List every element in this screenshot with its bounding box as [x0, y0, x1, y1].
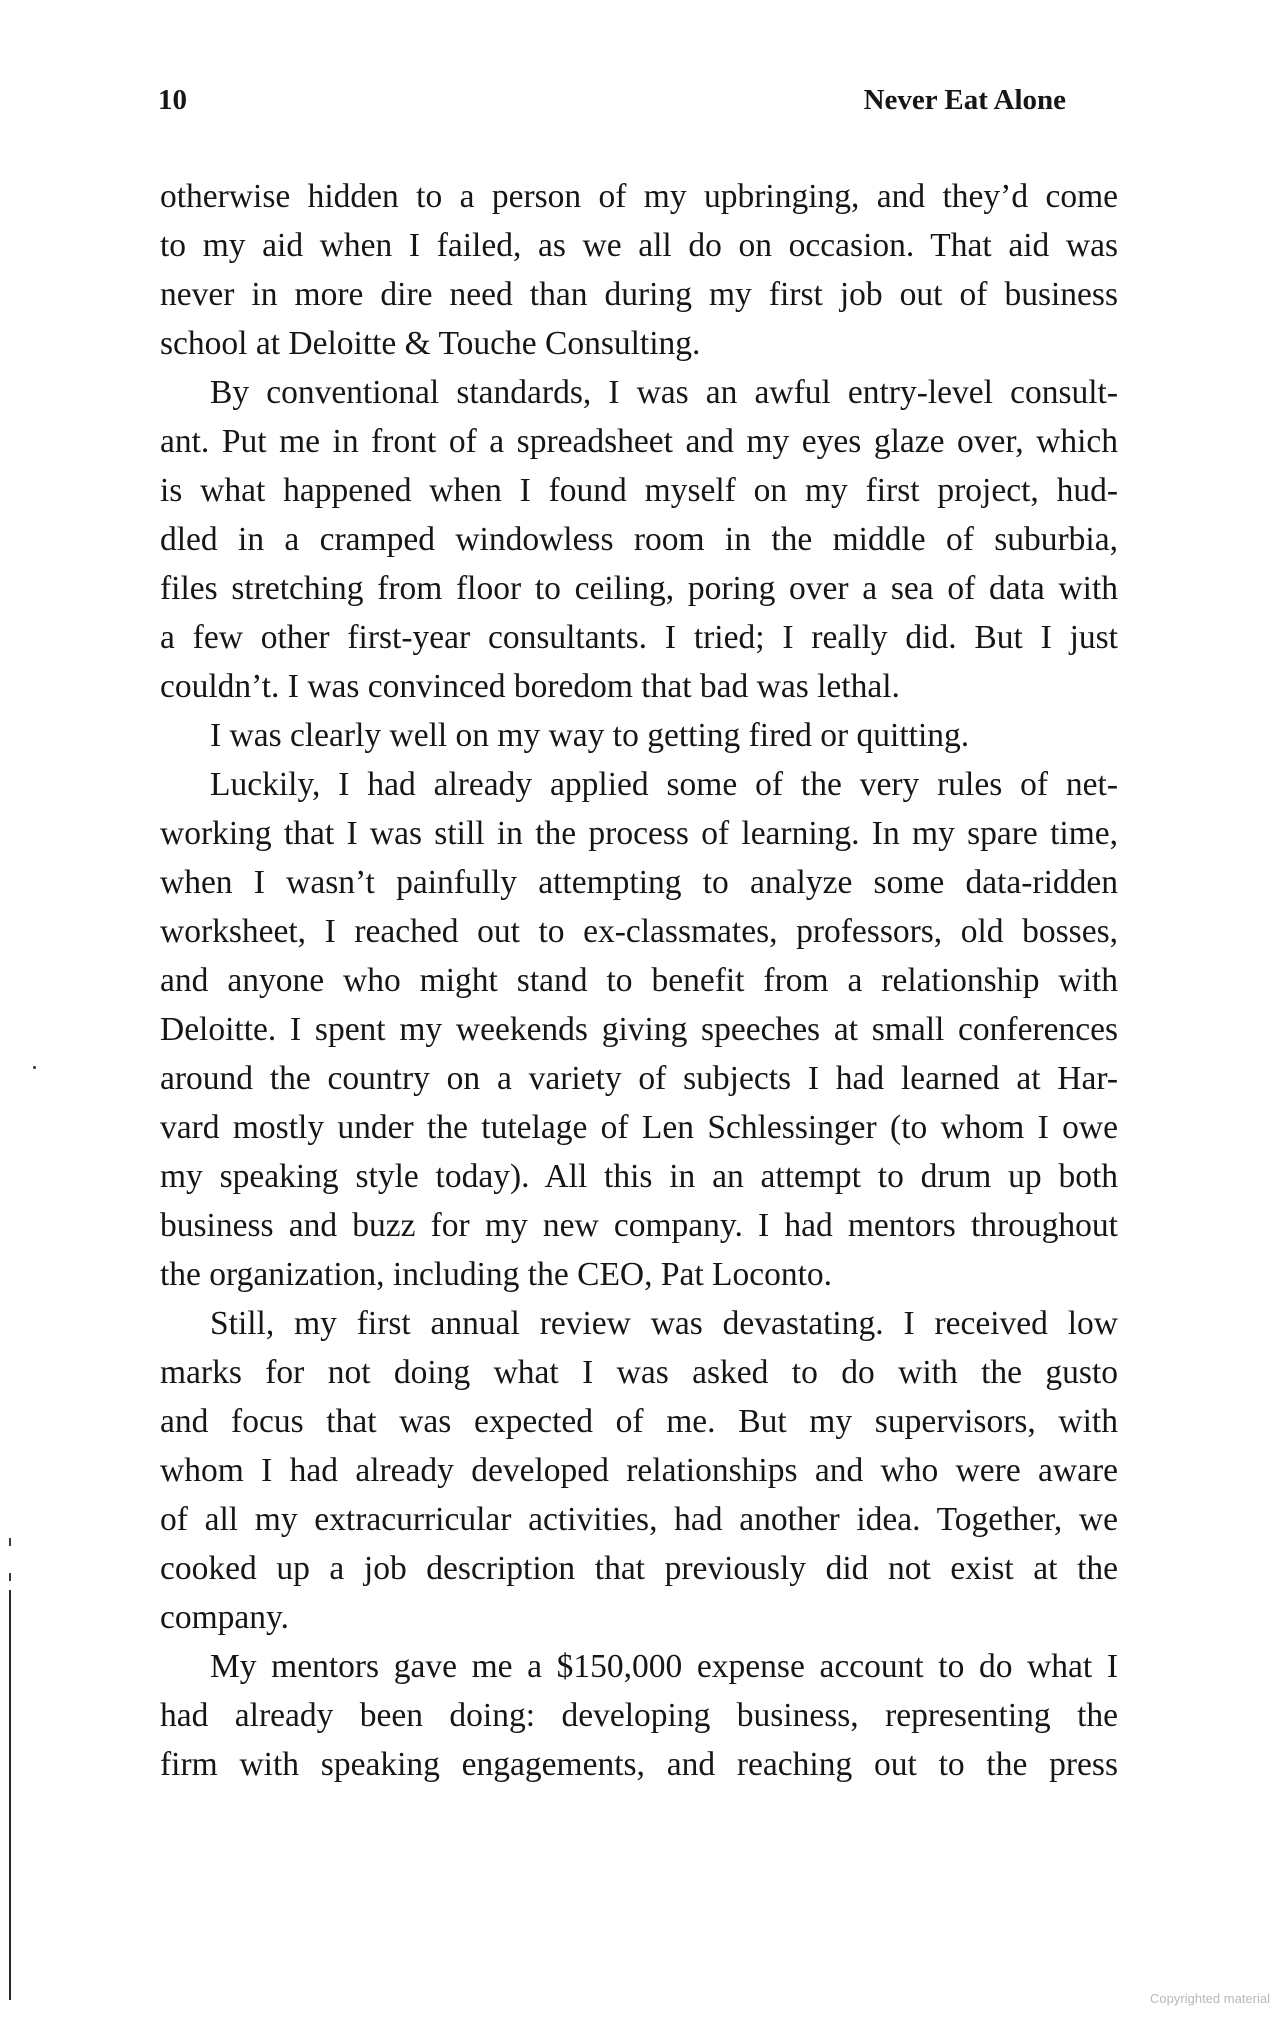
paragraph [160, 1642, 1118, 1789]
text-line: Luckily, I had already applied some of the very rules of net- [210, 766, 1118, 803]
page-number: 10 [158, 84, 187, 116]
body-text [160, 172, 1118, 1789]
text-line: around the country on a variety of subjects I had learned at Har- [160, 1060, 1118, 1097]
text-line: never in more dire need than during my first job out of business [160, 276, 1118, 313]
text-line: school at Deloitte & Touche Consulting. [160, 325, 701, 362]
scan-speck [33, 1066, 36, 1069]
text-line: couldn’t. I was convinced boredom that bad was lethal. [160, 668, 900, 705]
text-line: Deloitte. I spent my weekends giving speeches at small conferences [160, 1011, 1118, 1048]
text-line: otherwise hidden to a person of my upbringing, and they’d come [160, 178, 1118, 215]
text-line: files stretching from floor to ceiling, poring over a sea of data with [160, 570, 1118, 607]
text-line: vard mostly under the tutelage of Len Schlessinger (to whom I owe [160, 1109, 1118, 1146]
text-line: the organization, including the CEO, Pat Loconto. [160, 1256, 833, 1293]
text-line: company. [160, 1599, 289, 1636]
text-line: when I wasn’t painfully attempting to analyze some data-ridden [160, 864, 1118, 901]
copyright-watermark: Copyrighted material [1150, 1991, 1270, 2006]
paragraph [160, 711, 1118, 760]
running-header [158, 84, 1066, 124]
running-title: Never Eat Alone [863, 84, 1066, 116]
paragraph [160, 368, 1118, 711]
text-line: By conventional standards, I was an awful entry-level consult- [210, 374, 1118, 411]
text-line: marks for not doing what I was asked to do with the gusto [160, 1354, 1118, 1391]
text-line: I was clearly well on my way to getting fired or quitting. [210, 717, 970, 754]
scan-edge-tick [9, 1573, 11, 1581]
text-line: worksheet, I reached out to ex-classmates, professors, old bosses, [160, 913, 1118, 950]
text-line: dled in a cramped windowless room in the middle of suburbia, [160, 521, 1118, 558]
text-line: of all my extracurricular activities, had another idea. Together, we [160, 1501, 1118, 1538]
text-line: a few other first-year consultants. I tried; I really did. But I just [160, 619, 1118, 656]
text-line: is what happened when I found myself on my first project, hud- [160, 472, 1118, 509]
text-line: and focus that was expected of me. But my supervisors, with [160, 1403, 1118, 1440]
scan-edge-tick [9, 1538, 11, 1546]
text-line: and anyone who might stand to benefit from a relationship with [160, 962, 1118, 999]
paragraph [160, 1299, 1118, 1642]
text-line: business and buzz for my new company. I had mentors throughout [160, 1207, 1118, 1244]
text-line: to my aid when I failed, as we all do on occasion. That aid was [160, 227, 1118, 264]
text-line: my speaking style today). All this in an attempt to drum up both [160, 1158, 1118, 1195]
text-line: Still, my first annual review was devastating. I received low [210, 1305, 1118, 1342]
paragraph [160, 760, 1118, 1299]
text-line: cooked up a job description that previously did not exist at the [160, 1550, 1118, 1587]
text-line: whom I had already developed relationships and who were aware [160, 1452, 1118, 1489]
text-line: ant. Put me in front of a spreadsheet and my eyes glaze over, which [160, 423, 1118, 460]
text-line: firm with speaking engagements, and reaching out to the press [160, 1746, 1118, 1783]
text-line: My mentors gave me a $150,000 expense account to do what I [210, 1648, 1118, 1685]
scan-edge-line [9, 1590, 11, 2000]
paragraph [160, 172, 1118, 368]
text-line: working that I was still in the process of learning. In my spare time, [160, 815, 1118, 852]
text-line: had already been doing: developing business, representing the [160, 1697, 1118, 1734]
